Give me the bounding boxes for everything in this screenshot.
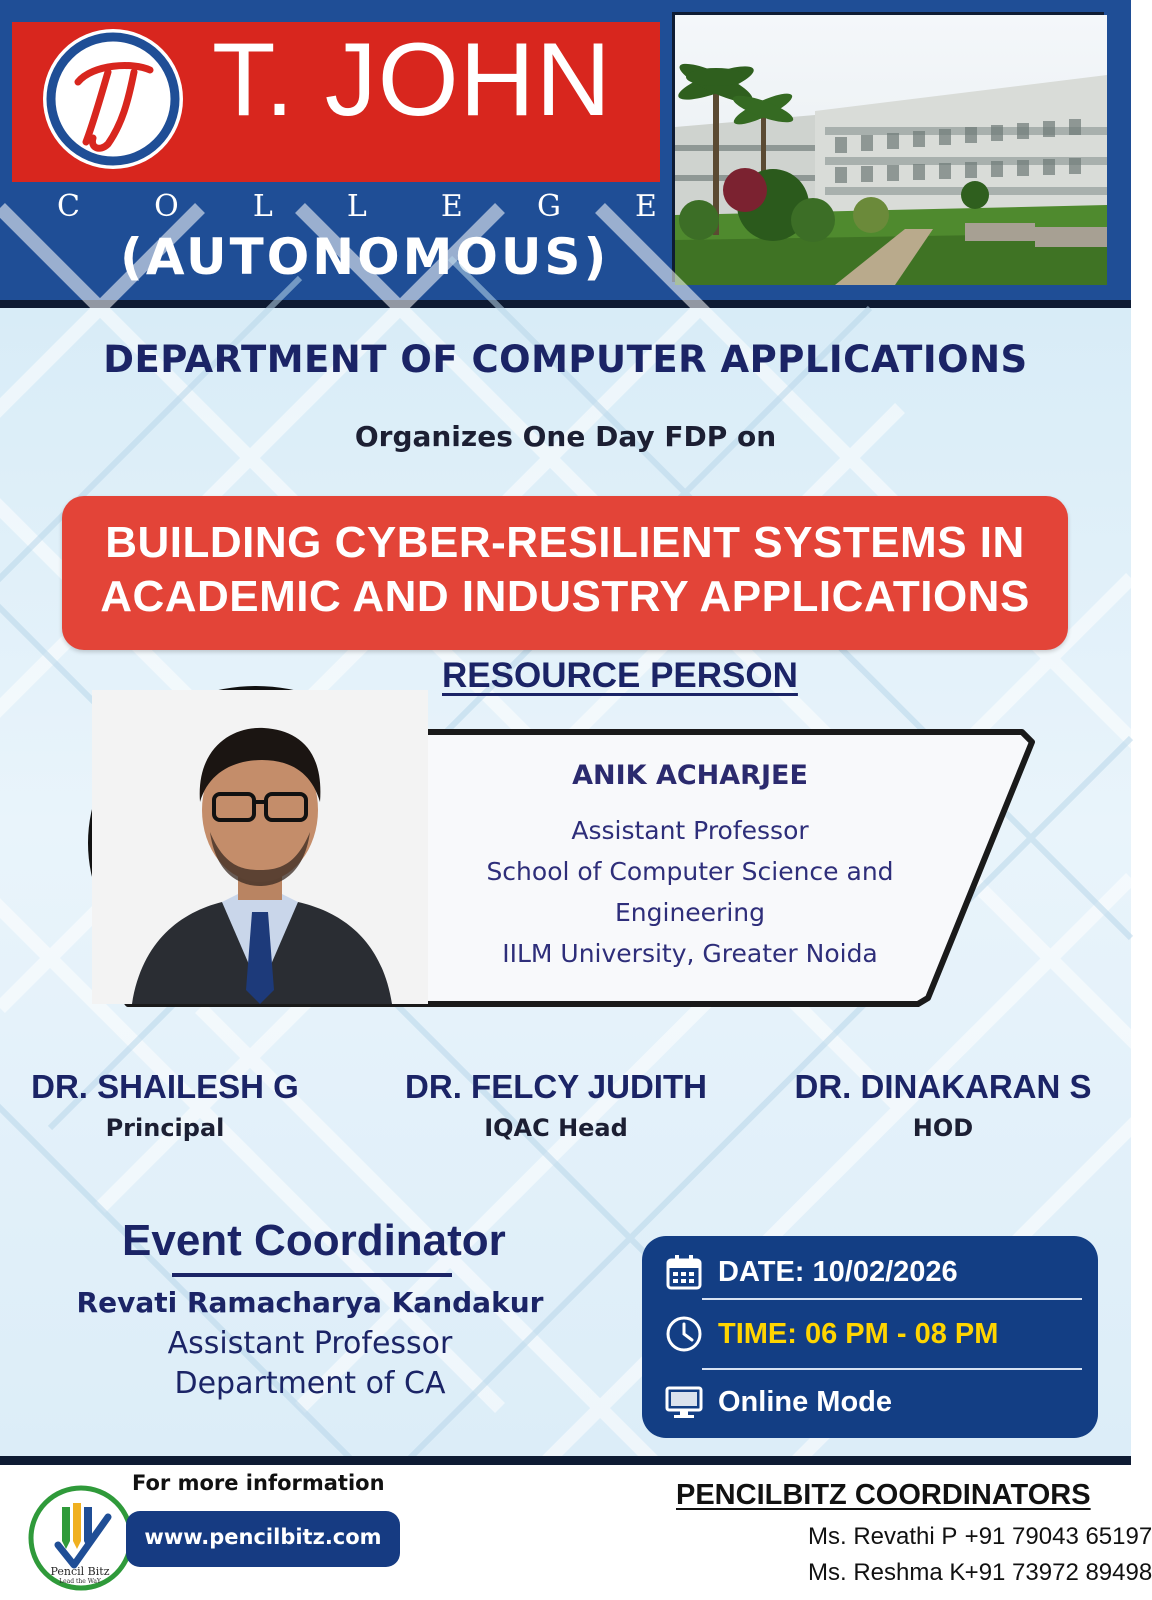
college-name: T. JOHN [212, 22, 612, 138]
official-name: DR. DINAKARAN S [794, 1068, 1092, 1105]
event-details-box [642, 1236, 1098, 1438]
coordinator-name: Revati Ramacharya Kandakur [76, 1286, 544, 1319]
pencilbitz-coordinators-heading: PENCILBITZ COORDINATORS [676, 1479, 1091, 1511]
department-title: DEPARTMENT OF COMPUTER APPLICATIONS [103, 338, 1028, 381]
contact-row [808, 1523, 1152, 1551]
contact-row [808, 1559, 1152, 1587]
fdp-title-banner [62, 496, 1068, 650]
coordinator-designation: Assistant Professor [167, 1326, 453, 1361]
college-letter: O [154, 188, 179, 224]
official-role: IQAC Head [484, 1114, 628, 1142]
college-letter: E [440, 188, 463, 224]
college-letter: L [252, 188, 273, 224]
speaker-name: ANIK ACHARJEE [572, 760, 808, 791]
campus-photo [672, 12, 1104, 282]
event-separator [702, 1368, 1082, 1370]
college-letter: L [346, 188, 367, 224]
college-letter: C [57, 188, 80, 224]
header-divider [0, 300, 1131, 308]
coordinator-department: Department of CA [174, 1366, 446, 1401]
event-coordinator-heading: Event Coordinator [122, 1216, 506, 1265]
organizes-text: Organizes One Day FDP on [354, 420, 777, 453]
website-link[interactable] [126, 1511, 400, 1567]
footer [0, 1465, 1152, 1600]
speaker-portrait [92, 690, 428, 1004]
speaker-university: IILM University, Greater Noida [502, 939, 878, 968]
campus-image [675, 15, 1107, 285]
event-mode: Online Mode [718, 1386, 892, 1418]
official-iqac-head [396, 1068, 716, 1142]
college-header [0, 0, 1131, 306]
official-principal [20, 1068, 310, 1142]
college-word-strip [12, 182, 660, 230]
speaker-designation: Assistant Professor [571, 816, 809, 845]
fdp-title-line-1: BUILDING CYBER-RESILIENT SYSTEMS IN [105, 518, 1025, 567]
monitor-icon [664, 1382, 704, 1422]
website-url[interactable]: www.pencilbitz.com [144, 1525, 382, 1549]
event-time-row [662, 1306, 1082, 1362]
clock-icon [664, 1314, 704, 1354]
autonomous-label: (AUTONOMOUS) [120, 228, 610, 286]
speaker-photo [88, 686, 424, 1000]
official-name: DR. FELCY JUDITH [405, 1068, 707, 1105]
college-letter: G [536, 188, 561, 224]
contact-phone[interactable]: +91 79043 65197 [964, 1523, 1152, 1550]
college-letter: E [635, 188, 657, 224]
poster-body [0, 308, 1131, 1456]
official-role: Principal [105, 1114, 225, 1142]
fdp-title-line-2: ACADEMIC AND INDUSTRY APPLICATIONS [100, 572, 1030, 621]
speaker-school-line-1: School of Computer Science and [486, 857, 894, 886]
event-date-row [662, 1244, 1082, 1300]
college-word [57, 182, 657, 230]
college-emblem-icon [38, 24, 188, 174]
event-separator [702, 1298, 1082, 1300]
coordinator-underline [172, 1273, 452, 1277]
contact-name: Ms. Reshma K [808, 1559, 966, 1586]
official-hod [776, 1068, 1110, 1142]
calendar-icon [664, 1252, 704, 1292]
footer-divider [0, 1456, 1131, 1465]
more-info-label: For more information [132, 1471, 385, 1495]
event-time: TIME: 06 PM - 08 PM [718, 1318, 999, 1350]
official-name: DR. SHAILESH G [31, 1068, 299, 1105]
event-date: DATE: 10/02/2026 [718, 1256, 958, 1288]
speaker-school-line-2: Engineering [615, 898, 765, 927]
contact-phone[interactable]: +91 73972 89498 [964, 1559, 1152, 1586]
pencilbitz-logo-text: Pencil Bitz [50, 1565, 110, 1578]
officials-row [0, 1068, 1131, 1148]
resource-person-heading: RESOURCE PERSON [442, 656, 798, 695]
contact-name: Ms. Revathi P [808, 1523, 958, 1550]
official-role: HOD [912, 1114, 974, 1142]
pencilbitz-tagline: Lead the WaY [59, 1578, 101, 1585]
event-mode-row [662, 1374, 1082, 1430]
